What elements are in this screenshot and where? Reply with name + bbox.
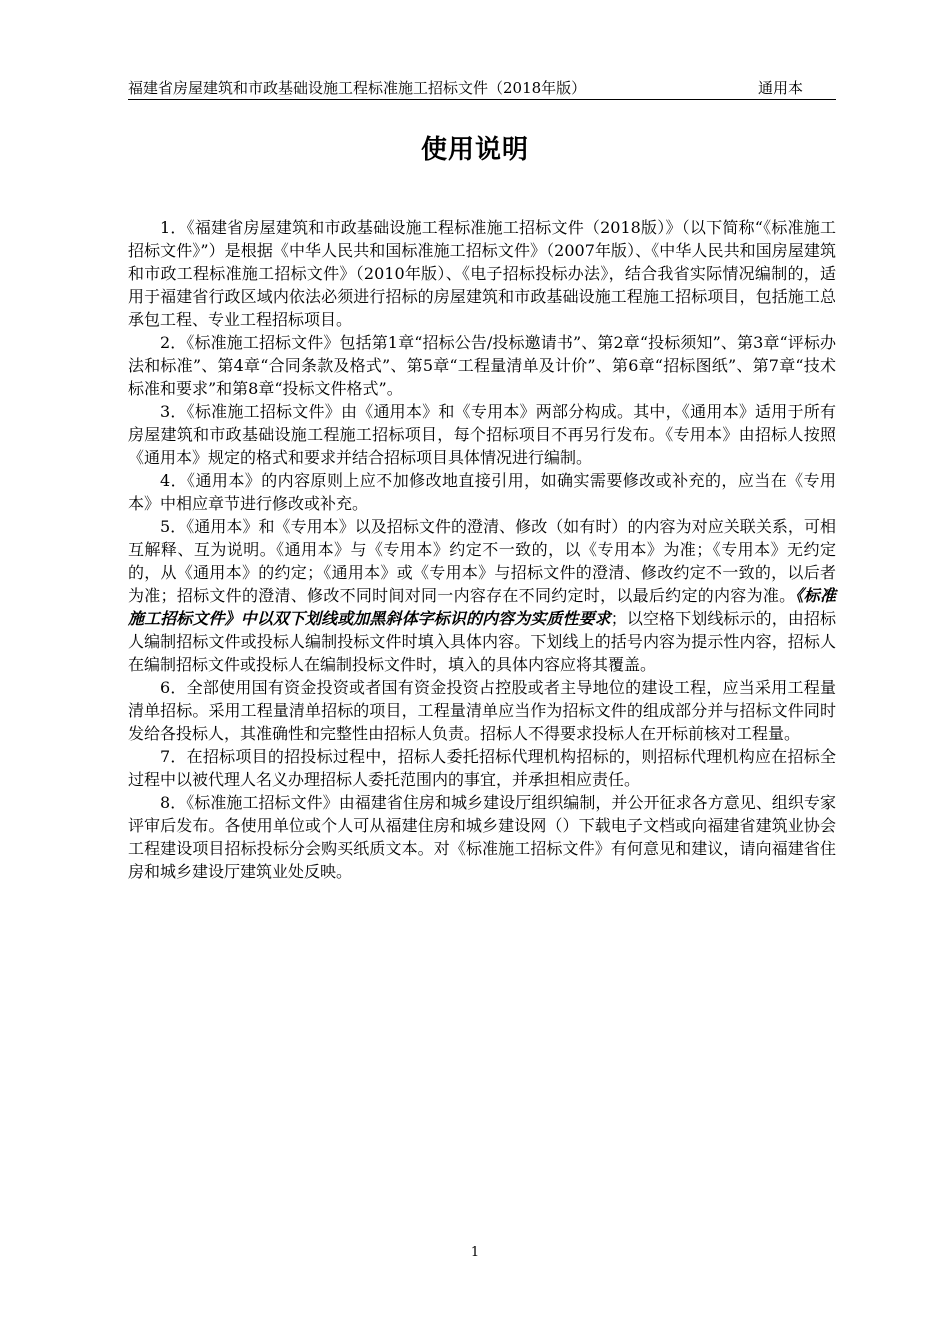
page-title: 使用说明 — [420, 135, 529, 165]
header-divider — [128, 99, 836, 100]
page-number: 1 — [470, 1245, 480, 1260]
paragraph-5-text-before: 5．《通用本》和《专用本》以及招标文件的澄清、修改（如有时）的内容为对应关联关系，可相互解释、互为说明。《通用本》与《专用本》约定不一致的，以《专用本》为准；《专用本》无约定的，从《通用本》的约定；《通用本》或《专用本》与招标文件的澄清、修改约定不一致的，以后者为准；招标文件的澄清、修改不同时间对同一内容存在不同约定时，以最后约定的内容为准。 — [128, 517, 836, 605]
instruction-paragraph-6: 6．全部使用国有资金投资或者国有资金投资占控股或者主导地位的建设工程，应当采用工程量清单招标。采用工程量清单招标的项目，工程量清单应当作为招标文件的组成部分并与招标文件同时发给各投标人，其准确性和完整性由招标人负责。招标人不得要求投标人在开标前核对工程量。 — [128, 678, 836, 743]
paragraph-5-text-after: ；以空格下划线标示的，由招标人编制招标文件或投标人编制投标文件时填入具体内容。下划线上的括号内容为提示性内容，招标人在编制招标文件或投标人在编制投标文件时，填入的具体内容应将其覆盖。 — [128, 609, 836, 674]
instruction-paragraph-3: 3．《标准施工招标文件》由《通用本》和《专用本》两部分构成。其中，《通用本》适用于所有房屋建筑和市政基础设施工程施工招标项目，每个招标项目不再另行发布。《专用本》由招标人按照《通用本》规定的格式和要求并结合招标项目具体情况进行编制。 — [128, 402, 836, 467]
header-volume-label: 通用本 — [758, 79, 804, 97]
instruction-paragraph-1: 1．《福建省房屋建筑和市政基础设施工程标准施工招标文件（2018版）》（以下简称“《标准施工招标文件》”）是根据《中华人民共和国标准施工招标文件》（2007年版）、《中华人民共和国房屋建筑和市政工程标准施工招标文件》（2010年版）、《电子招标投标办法》，结合我省实际情况编制的，适用于福建省行政区域内依法必须进行招标的房屋建筑和市政基础设施工程施工招标项目，包括施工总承包工程、专业工程招标项目。 — [128, 218, 836, 329]
instruction-paragraph-2: 2．《标准施工招标文件》包括第1章“招标公告/投标邀请书”、第2章“投标须知”、第3章“评标办法和标准”、第4章“合同条款及格式”、第5章“工程量清单及计价”、第6章“招标图纸”、第7章“技术标准和要求”和第8章“投标文件格式”。 — [128, 333, 836, 398]
instruction-paragraph-8: 8．《标准施工招标文件》由福建省住房和城乡建设厅组织编制，并公开征求各方意见、组织专家评审后发布。各使用单位或个人可从福建住房和城乡建设网（）下载电子文档或向福建省建筑业协会工程建设项目招标投标分会购买纸质文本。对《标准施工招标文件》有何意见和建议，请向福建省住房和城乡建设厅建筑业处反映。 — [128, 793, 836, 881]
running-header — [128, 78, 836, 100]
instructions-body — [128, 216, 836, 883]
header-document-title: 福建省房屋建筑和市政基础设施工程标准施工招标文件（2018年版） — [128, 79, 587, 97]
substantive-requirement-note: 《标准施工招标文件》中以双下划线或加黑斜体字标识的内容为实质性要求 — [128, 586, 836, 628]
instruction-paragraph-7: 7．在招标项目的招投标过程中，招标人委托招标代理机构招标的，则招标代理机构应在招标全过程中以被代理人名义办理招标人委托范围内的事宜，并承担相应责任。 — [128, 747, 836, 789]
instruction-paragraph-5 — [128, 515, 836, 676]
instruction-paragraph-4: 4．《通用本》的内容原则上应不加修改地直接引用，如确实需要修改或补充的，应当在《专用本》中相应章节进行修改或补充。 — [128, 471, 836, 513]
